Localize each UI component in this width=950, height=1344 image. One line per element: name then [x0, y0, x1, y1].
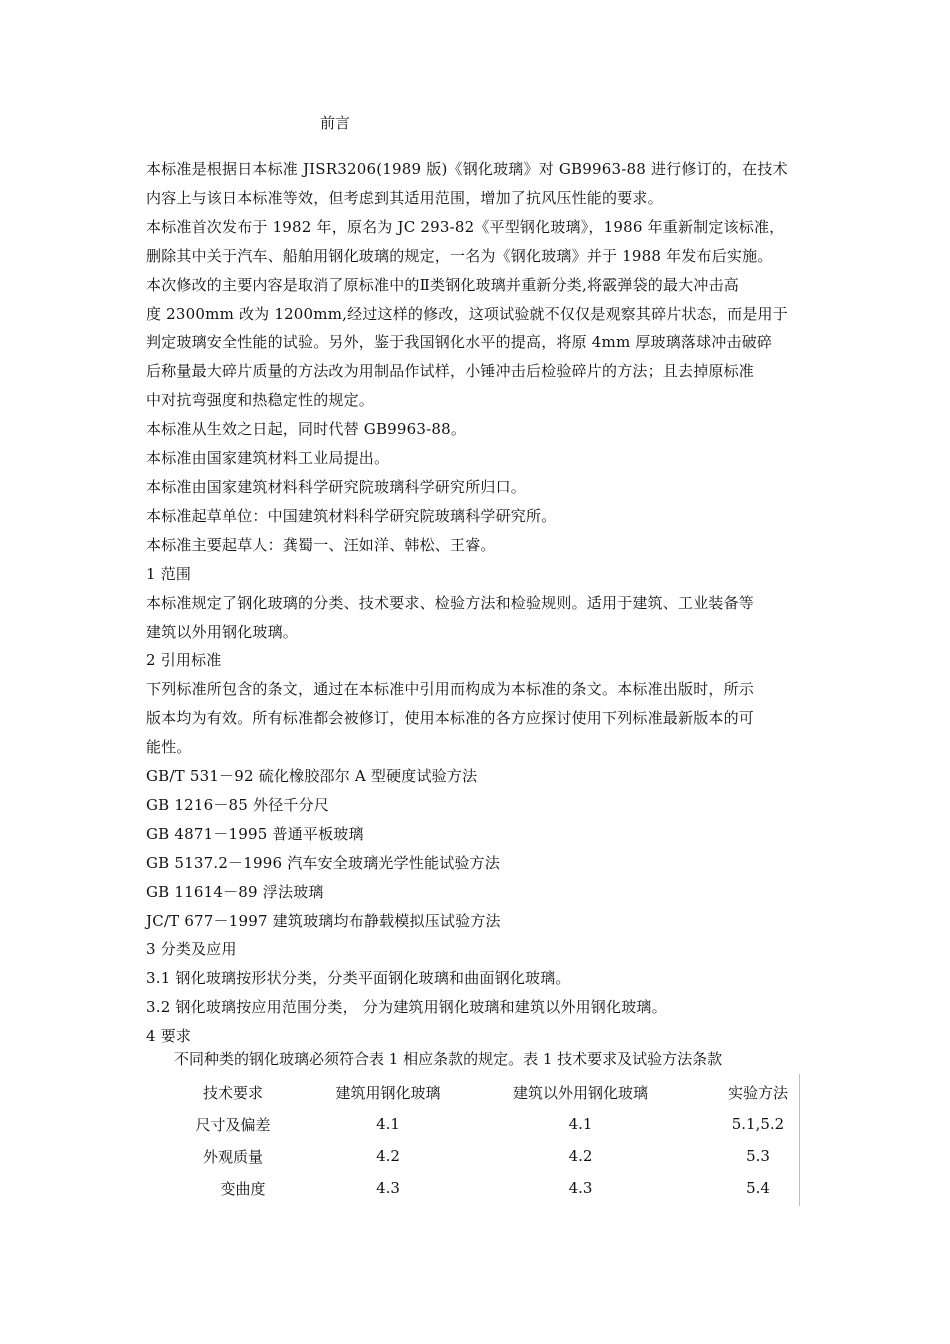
paragraph-line: 本标准是根据日本标准 JISR3206(1989 版)《钢化玻璃》对 GB9963-88 进行修订的，在技术 — [146, 160, 788, 178]
requirements-table — [158, 1076, 823, 1204]
table-header-row — [158, 1076, 823, 1108]
paragraph-line: 本标准从生效之日起，同时代替 GB9963-88。 — [146, 420, 467, 439]
table-cell: 4.3 — [568, 1179, 593, 1197]
reference-item: GB/T 531－92 硫化橡胶邵尔 A 型硬度试验方法 — [146, 767, 478, 786]
paragraph-line: 度 2300mm 改为 1200mm,经过这样的修改，这项试验就不仅仅是观察其碎片状态，而是用于 — [146, 304, 788, 323]
table-header-cell: 建筑用钢化玻璃 — [335, 1083, 441, 1102]
reference-item: GB 1216－85 外径千分尺 — [146, 795, 330, 814]
paragraph-line: 本标准由国家建筑材料工业局提出。 — [146, 449, 390, 468]
table-cell: 5.4 — [746, 1179, 770, 1197]
paragraph-line: 本标准主要起草人：龚蜀一、汪如洋、韩松、王睿。 — [146, 535, 496, 554]
paragraph-line: 下列标准所包含的条文，通过在本标准中引用而构成为本标准的条文。本标准出版时，所示 — [146, 680, 755, 699]
table-row — [158, 1140, 823, 1172]
table-cell: 4.3 — [376, 1179, 400, 1197]
table-cell: 尺寸及偏差 — [195, 1115, 271, 1134]
paragraph-line: 版本均为有效。所有标准都会被修订，使用本标准的各方应探讨使用下列标准最新版本的可 — [146, 709, 755, 728]
reference-item: GB 11614－89 浮法玻璃 — [146, 882, 324, 901]
table-header-cell: 实验方法 — [727, 1083, 788, 1102]
paragraph-line: 3.2 钢化玻璃按应用范围分类， 分为建筑用钢化玻璃和建筑以外用钢化玻璃。 — [146, 998, 667, 1017]
table-header-cell: 技术要求 — [202, 1083, 263, 1102]
table-caption: 不同种类的钢化玻璃必须符合表 1 相应条款的规定。表 1 技术要求及试验方法条款 — [174, 1050, 723, 1068]
table-cell: 4.1 — [568, 1115, 593, 1133]
table-cell: 变曲度 — [220, 1179, 266, 1198]
table-right-border — [799, 1074, 800, 1206]
table-cell: 5.3 — [746, 1147, 770, 1165]
page-heading: 前言 — [320, 114, 351, 132]
table-cell: 4.1 — [376, 1115, 400, 1133]
section-heading: 3 分类及应用 — [146, 940, 237, 959]
paragraph-line: 删除其中关于汽车、船舶用钢化玻璃的规定，一名为《钢化玻璃》并于 1988 年发布后实施。 — [146, 246, 773, 265]
paragraph-line: 中对抗弯强度和热稳定性的规定。 — [146, 391, 375, 410]
table-cell: 4.2 — [568, 1147, 593, 1165]
section-heading: 1 范围 — [146, 564, 192, 583]
paragraph-line: 判定玻璃安全性能的试验。另外，鉴于我国钢化水平的提高，将原 4mm 厚玻璃落球冲击破碎 — [146, 333, 773, 352]
section-heading: 4 要求 — [146, 1027, 192, 1046]
reference-item: GB 5137.2－1996 汽车安全玻璃光学性能试验方法 — [146, 853, 501, 872]
table-header-cell: 建筑以外用钢化玻璃 — [512, 1083, 648, 1102]
paragraph-line: 能性。 — [146, 738, 192, 757]
reference-item: GB 4871－1995 普通平板玻璃 — [146, 824, 364, 843]
paragraph-line: 内容上与该日本标准等效，但考虑到其适用范围，增加了抗风压性能的要求。 — [146, 188, 663, 207]
table-cell: 4.2 — [376, 1147, 400, 1165]
reference-item: JC/T 677－1997 建筑玻璃均布静载模拟压试验方法 — [146, 911, 501, 930]
section-heading: 2 引用标准 — [146, 651, 222, 670]
paragraph-line: 建筑以外用钢化玻璃。 — [146, 622, 299, 641]
paragraph-line: 本标准由国家建筑材料科学研究院玻璃科学研究所归口。 — [146, 477, 527, 496]
table-row — [158, 1172, 823, 1204]
table-cell: 外观质量 — [202, 1147, 263, 1166]
paragraph-line: 本标准规定了钢化玻璃的分类、技术要求、检验方法和检验规则。适用于建筑、工业装备等 — [146, 593, 755, 612]
table-row — [158, 1108, 823, 1140]
paragraph-line: 3.1 钢化玻璃按形状分类，分类平面钢化玻璃和曲面钢化玻璃。 — [146, 969, 571, 988]
paragraph-line: 本次修改的主要内容是取消了原标准中的Ⅱ类钢化玻璃并重新分类,将霰弹袋的最大冲击高 — [146, 275, 739, 294]
paragraph-line: 后称量最大碎片质量的方法改为用制品作试样，小锤冲击后检验碎片的方法；且去掉原标准 — [146, 362, 755, 381]
body-text — [146, 155, 816, 1051]
paragraph-line: 本标准首次发布于 1982 年，原名为 JC 293-82《平型钢化玻璃》，1986 年重新制定该标准， — [146, 217, 785, 236]
table-cell: 5.1,5.2 — [731, 1115, 785, 1133]
paragraph-line: 本标准起草单位：中国建筑材料科学研究院玻璃科学研究所。 — [146, 506, 557, 525]
